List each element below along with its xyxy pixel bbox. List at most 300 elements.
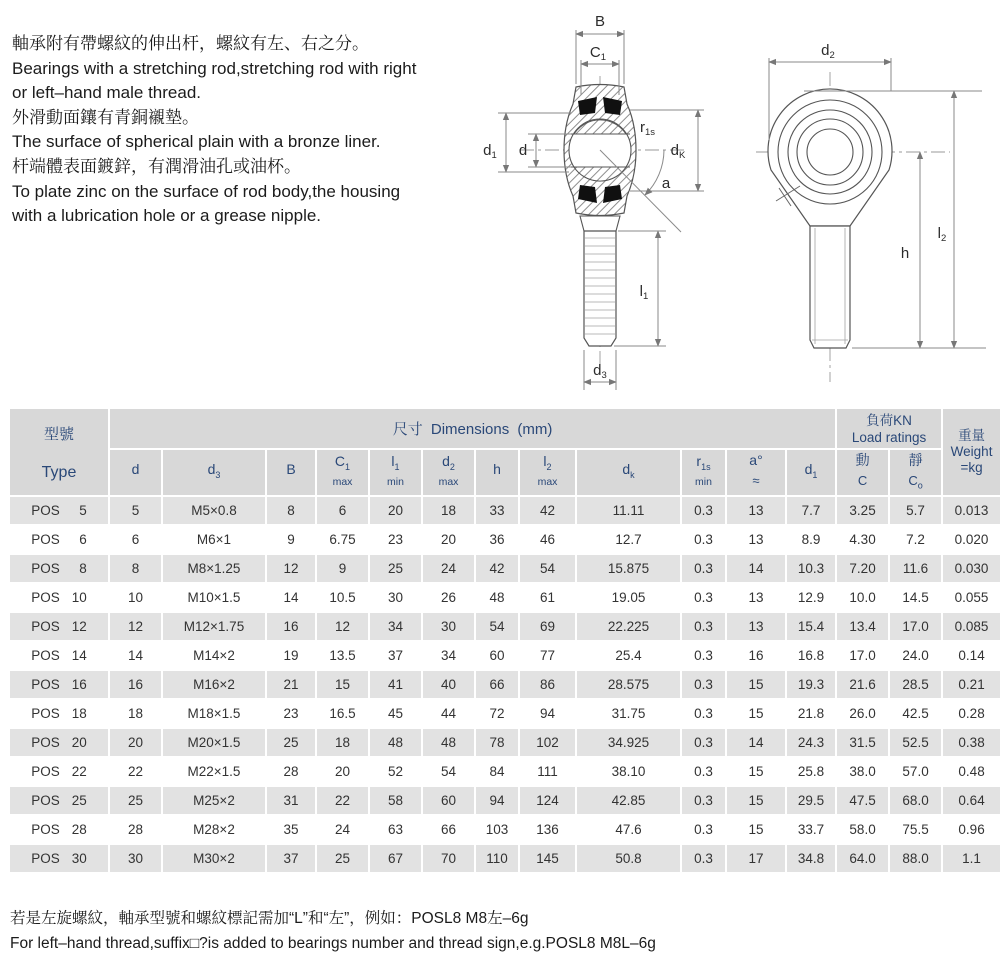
col-header-d: d	[109, 449, 162, 496]
cell-value: 5.7	[889, 496, 942, 525]
cell-value: 35	[266, 815, 316, 844]
load-label-en: Load ratings	[851, 429, 927, 445]
dim-l1	[614, 231, 666, 346]
cell-value: 13.4	[836, 612, 889, 641]
cell-value: M30×2	[162, 844, 266, 873]
cell-value: 78	[475, 728, 519, 757]
col-header-d2: $d_2$ max	[422, 449, 475, 496]
cell-value: 0.64	[942, 786, 1000, 815]
cell-value: 34	[422, 641, 475, 670]
cell-value: 52	[369, 757, 422, 786]
cell-value: M16×2	[162, 670, 266, 699]
cell-value: 58.0	[836, 815, 889, 844]
cell-value: 14.5	[889, 583, 942, 612]
cell-value: 33	[475, 496, 519, 525]
cell-value: 22	[316, 786, 369, 815]
cell-value: 15	[726, 786, 786, 815]
cell-value: 8	[109, 554, 162, 583]
cell-value: 70	[422, 844, 475, 873]
model-prefix: POS	[31, 561, 60, 576]
cell-value: 10	[109, 583, 162, 612]
cell-type	[9, 554, 109, 583]
table-row	[9, 583, 1000, 612]
model-size: 18	[71, 706, 87, 721]
model-prefix: POS	[31, 648, 60, 663]
cell-value: 46	[519, 525, 576, 554]
cell-type	[9, 757, 109, 786]
cell-value: 6	[109, 525, 162, 554]
cell-value: 19	[266, 641, 316, 670]
model-size: 8	[79, 561, 87, 576]
weight-label-cn: 重量	[958, 428, 986, 443]
cell-value: 22	[109, 757, 162, 786]
cell-value: 66	[422, 815, 475, 844]
cell-value: 64.0	[836, 844, 889, 873]
header-group-row	[9, 408, 1000, 449]
label-b: B	[594, 13, 606, 30]
cell-value: 34	[369, 612, 422, 641]
model-size: 14	[71, 648, 87, 663]
cell-value: 25.4	[576, 641, 681, 670]
model-size: 5	[79, 503, 87, 518]
cell-value: 25	[266, 728, 316, 757]
dimensions-table	[8, 407, 1000, 874]
cell-value: 28	[266, 757, 316, 786]
cell-value: 21.8	[786, 699, 836, 728]
cell-value: 16	[266, 612, 316, 641]
cell-value: 0.3	[681, 670, 726, 699]
cell-value: 6	[316, 496, 369, 525]
cell-value: 58	[369, 786, 422, 815]
cell-value: 14	[726, 728, 786, 757]
cell-type	[9, 583, 109, 612]
cell-value: 0.3	[681, 844, 726, 873]
cell-value: 20	[422, 525, 475, 554]
cell-value: 7.20	[836, 554, 889, 583]
label-dk: $d_K$	[670, 142, 686, 161]
load-label-cn: 負荷KN	[866, 412, 912, 428]
cell-value: 0.38	[942, 728, 1000, 757]
cell-value: 18	[109, 699, 162, 728]
cell-value: 10.0	[836, 583, 889, 612]
cell-value: 8	[266, 496, 316, 525]
cell-value: 57.0	[889, 757, 942, 786]
cell-value: 16.8	[786, 641, 836, 670]
cell-value: M12×1.75	[162, 612, 266, 641]
cell-value: 22.225	[576, 612, 681, 641]
label-d3: $d_3$	[593, 362, 607, 381]
col-header-l2: $l_2$ max	[519, 449, 576, 496]
cell-value: 42.85	[576, 786, 681, 815]
col-header-dk: $d_k$	[576, 449, 681, 496]
cell-value: 11.6	[889, 554, 942, 583]
type-label-en: Type	[41, 463, 77, 481]
cell-value: 72	[475, 699, 519, 728]
footnote-en: For left–hand thread,suffix□?is added to bearings number and thread sign,e.g.POSL8 M8L–6g	[10, 934, 656, 952]
cell-value: 0.3	[681, 757, 726, 786]
table-row	[9, 612, 1000, 641]
model-size: 10	[71, 590, 87, 605]
cell-value: 48	[369, 728, 422, 757]
cell-value: 17.0	[889, 612, 942, 641]
neck	[580, 216, 620, 231]
cell-value: 30	[369, 583, 422, 612]
cell-value: 75.5	[889, 815, 942, 844]
cell-value: 0.3	[681, 554, 726, 583]
cell-value: 33.7	[786, 815, 836, 844]
cell-value: 8.9	[786, 525, 836, 554]
intro-line: The surface of spherical plain with a bronze liner.	[12, 132, 381, 152]
col-header-c1: $C_1$ max	[316, 449, 369, 496]
cell-value: 17.0	[836, 641, 889, 670]
weight-unit: =kg	[960, 460, 983, 475]
model-prefix: POS	[31, 851, 60, 866]
model-prefix: POS	[31, 503, 60, 518]
cell-value: 24.3	[786, 728, 836, 757]
label-c1: $C_1$	[589, 44, 607, 63]
model-size: 25	[71, 793, 87, 808]
cell-value: 12	[266, 554, 316, 583]
cell-value: 48	[475, 583, 519, 612]
cell-value: 9	[266, 525, 316, 554]
cell-value: 0.3	[681, 612, 726, 641]
cell-value: 10.3	[786, 554, 836, 583]
cell-value: 15.875	[576, 554, 681, 583]
col-header-b: B	[266, 449, 316, 496]
cell-value: 0.3	[681, 728, 726, 757]
cell-value: 102	[519, 728, 576, 757]
cell-value: M5×0.8	[162, 496, 266, 525]
cell-value: 18	[422, 496, 475, 525]
cell-value: 13	[726, 496, 786, 525]
footnotes	[10, 907, 656, 956]
intro-line: 杆端體表面鍍鋅，有潤滑油孔或油杯。	[12, 156, 301, 176]
label-d1: $d_1$	[483, 142, 497, 161]
table-row	[9, 844, 1000, 873]
cell-value: 9	[316, 554, 369, 583]
side-view-diagram	[742, 0, 1000, 400]
cell-value: 103	[475, 815, 519, 844]
cell-value: 13	[726, 583, 786, 612]
cell-value: 54	[519, 554, 576, 583]
model-prefix: POS	[31, 706, 60, 721]
cell-value: 38.0	[836, 757, 889, 786]
cell-value: 84	[475, 757, 519, 786]
model-prefix: POS	[31, 619, 60, 634]
table-body	[9, 496, 1000, 873]
cell-value: 28.5	[889, 670, 942, 699]
cell-type	[9, 496, 109, 525]
cell-value: 34.8	[786, 844, 836, 873]
cell-value: 30	[422, 612, 475, 641]
cell-value: 20	[369, 496, 422, 525]
intro-text	[12, 32, 477, 229]
header-sub-row	[9, 449, 1000, 496]
cell-value: 88.0	[889, 844, 942, 873]
cell-value: 16	[726, 641, 786, 670]
load-ratings-group-header	[836, 408, 942, 449]
cell-value: 0.3	[681, 699, 726, 728]
cell-value: 23	[369, 525, 422, 554]
front-view-diagram	[468, 0, 750, 400]
cell-value: 50.8	[576, 844, 681, 873]
cell-value: 0.3	[681, 496, 726, 525]
cell-value: 6.75	[316, 525, 369, 554]
cell-value: 124	[519, 786, 576, 815]
label-l1: $l_1$	[639, 283, 649, 302]
cell-value: 110	[475, 844, 519, 873]
cell-type	[9, 786, 109, 815]
cell-value: 13	[726, 525, 786, 554]
table-row	[9, 525, 1000, 554]
cell-value: 42.5	[889, 699, 942, 728]
cell-value: 31.75	[576, 699, 681, 728]
cell-value: 24	[422, 554, 475, 583]
dim-h	[901, 152, 920, 348]
dimensions-group-header: 尺寸 Dimensions (mm)	[109, 408, 836, 449]
cell-type	[9, 728, 109, 757]
model-prefix: POS	[31, 735, 60, 750]
cell-type	[9, 670, 109, 699]
col-header-static-co: 靜 $C_o$	[889, 449, 942, 496]
cell-value: 12	[316, 612, 369, 641]
cell-type	[9, 612, 109, 641]
cell-value: 0.3	[681, 815, 726, 844]
cell-value: 47.5	[836, 786, 889, 815]
cell-value: 0.3	[681, 786, 726, 815]
table-row	[9, 728, 1000, 757]
cell-value: 16.5	[316, 699, 369, 728]
col-header-weight	[942, 408, 1000, 496]
model-prefix: POS	[31, 590, 60, 605]
cell-value: 40	[422, 670, 475, 699]
cell-value: 7.7	[786, 496, 836, 525]
cell-value: 42	[475, 554, 519, 583]
dim-l2	[938, 91, 954, 348]
threaded-rod	[810, 226, 850, 348]
cell-value: M10×1.5	[162, 583, 266, 612]
cell-value: 60	[475, 641, 519, 670]
cell-value: M6×1	[162, 525, 266, 554]
intro-line: with a lubrication hole or a grease nipple.	[12, 206, 322, 226]
cell-value: 67	[369, 844, 422, 873]
cell-value: 37	[369, 641, 422, 670]
cell-value: 77	[519, 641, 576, 670]
footnote-cn: 若是左旋螺紋，軸承型號和螺紋標記需加“L”和“左”，例如：POSL8 M8左–6g	[10, 910, 529, 927]
cell-value: 28	[109, 815, 162, 844]
intro-line: To plate zinc on the surface of rod body,the housing	[12, 181, 401, 201]
label-d2: $d_2$	[821, 42, 835, 61]
cell-value: 7.2	[889, 525, 942, 554]
col-header-dynamic-c: 動 C	[836, 449, 889, 496]
cell-value: 94	[519, 699, 576, 728]
label-h: h	[900, 245, 910, 262]
cell-value: 42	[519, 496, 576, 525]
col-header-l1: $l_1$ min	[369, 449, 422, 496]
cell-value: 20	[109, 728, 162, 757]
cell-value: 25.8	[786, 757, 836, 786]
cell-type	[9, 844, 109, 873]
label-d: d	[518, 142, 528, 159]
cell-value: 15	[316, 670, 369, 699]
cell-value: 47.6	[576, 815, 681, 844]
cell-value: 0.085	[942, 612, 1000, 641]
weight-label-en: Weight	[950, 444, 993, 459]
threaded-rod	[584, 231, 616, 346]
table-row	[9, 554, 1000, 583]
table-row	[9, 757, 1000, 786]
cell-value: 15.4	[786, 612, 836, 641]
cell-value: 25	[316, 844, 369, 873]
model-size: 6	[79, 532, 87, 547]
cell-value: 0.020	[942, 525, 1000, 554]
cell-value: 20	[316, 757, 369, 786]
table-row	[9, 496, 1000, 525]
cell-value: 63	[369, 815, 422, 844]
intro-line: 外滑動面鑲有青銅襯墊。	[12, 107, 199, 127]
cell-value: 23	[266, 699, 316, 728]
cell-value: M25×2	[162, 786, 266, 815]
label-l2: $l_2$	[937, 225, 947, 244]
cell-value: 24.0	[889, 641, 942, 670]
cell-value: 13.5	[316, 641, 369, 670]
cell-value: 0.013	[942, 496, 1000, 525]
cell-value: 54	[475, 612, 519, 641]
col-header-r1s: $r_{1s}$ min	[681, 449, 726, 496]
table-row	[9, 699, 1000, 728]
cell-value: 38.10	[576, 757, 681, 786]
table-row	[9, 815, 1000, 844]
cell-value: 14	[266, 583, 316, 612]
col-header-d1: $d_1$	[786, 449, 836, 496]
cell-value: 25	[369, 554, 422, 583]
cell-value: 0.48	[942, 757, 1000, 786]
model-size: 28	[71, 822, 87, 837]
cell-value: 30	[109, 844, 162, 873]
cell-value: 111	[519, 757, 576, 786]
cell-value: 25	[109, 786, 162, 815]
label-r1s: $r_{1s}$	[640, 119, 656, 138]
cell-value: 69	[519, 612, 576, 641]
cell-value: 0.030	[942, 554, 1000, 583]
table-row	[9, 670, 1000, 699]
cell-value: 0.96	[942, 815, 1000, 844]
cell-value: M14×2	[162, 641, 266, 670]
cell-value: 21.6	[836, 670, 889, 699]
cell-value: M20×1.5	[162, 728, 266, 757]
cell-value: M22×1.5	[162, 757, 266, 786]
cell-type	[9, 815, 109, 844]
model-prefix: POS	[31, 677, 60, 692]
cell-value: 5	[109, 496, 162, 525]
cell-value: 52.5	[889, 728, 942, 757]
cell-value: 66	[475, 670, 519, 699]
model-prefix: POS	[31, 793, 60, 808]
cell-value: 12.7	[576, 525, 681, 554]
dim-d	[519, 134, 571, 167]
cell-value: 18	[316, 728, 369, 757]
cell-value: 34.925	[576, 728, 681, 757]
cell-value: 21	[266, 670, 316, 699]
cell-value: 28.575	[576, 670, 681, 699]
cell-value: 44	[422, 699, 475, 728]
col-header-type	[9, 408, 109, 496]
cell-value: 0.3	[681, 525, 726, 554]
cell-value: 12.9	[786, 583, 836, 612]
cell-value: M8×1.25	[162, 554, 266, 583]
cell-value: 12	[109, 612, 162, 641]
table-row	[9, 786, 1000, 815]
cell-value: 15	[726, 699, 786, 728]
cell-value: 19.05	[576, 583, 681, 612]
cell-value: 136	[519, 815, 576, 844]
cell-value: 4.30	[836, 525, 889, 554]
cell-value: M28×2	[162, 815, 266, 844]
cell-type	[9, 525, 109, 554]
col-header-a: a° ≈	[726, 449, 786, 496]
cell-value: 1.1	[942, 844, 1000, 873]
cell-value: 68.0	[889, 786, 942, 815]
cell-value: 0.14	[942, 641, 1000, 670]
cell-value: 14	[726, 554, 786, 583]
cell-type	[9, 699, 109, 728]
cell-value: 36	[475, 525, 519, 554]
cell-value: 0.21	[942, 670, 1000, 699]
model-size: 16	[71, 677, 87, 692]
model-size: 20	[71, 735, 87, 750]
model-size: 30	[71, 851, 87, 866]
cell-value: 11.11	[576, 496, 681, 525]
cell-value: 41	[369, 670, 422, 699]
cell-value: 10.5	[316, 583, 369, 612]
cell-value: 0.3	[681, 583, 726, 612]
cell-value: 37	[266, 844, 316, 873]
intro-line: 軸承附有帶螺紋的伸出杆，螺紋有左、右之分。	[12, 34, 369, 53]
col-header-d3: $d_3$	[162, 449, 266, 496]
cell-value: 26	[422, 583, 475, 612]
cell-value: 14	[109, 641, 162, 670]
intro-line: Bearings with a stretching rod,stretching rod with right	[12, 58, 417, 78]
cell-value: 15	[726, 670, 786, 699]
cell-value: 24	[316, 815, 369, 844]
cell-type	[9, 641, 109, 670]
cell-value: 26.0	[836, 699, 889, 728]
cell-value: 15	[726, 757, 786, 786]
cell-value: 86	[519, 670, 576, 699]
cell-value: 31.5	[836, 728, 889, 757]
cell-value: 16	[109, 670, 162, 699]
cell-value: 15	[726, 815, 786, 844]
cell-value: 48	[422, 728, 475, 757]
table-row	[9, 641, 1000, 670]
cell-value: 54	[422, 757, 475, 786]
cell-value: 145	[519, 844, 576, 873]
cell-value: 19.3	[786, 670, 836, 699]
intro-line: or left–hand male thread.	[12, 83, 202, 103]
cell-value: 13	[726, 612, 786, 641]
model-prefix: POS	[31, 532, 60, 547]
cell-value: 94	[475, 786, 519, 815]
model-size: 22	[71, 764, 87, 779]
cell-value: 61	[519, 583, 576, 612]
label-a: a	[661, 175, 671, 192]
model-prefix: POS	[31, 822, 60, 837]
col-header-h: h	[475, 449, 519, 496]
cell-value: 29.5	[786, 786, 836, 815]
cell-value: 60	[422, 786, 475, 815]
model-prefix: POS	[31, 764, 60, 779]
cell-value: 45	[369, 699, 422, 728]
